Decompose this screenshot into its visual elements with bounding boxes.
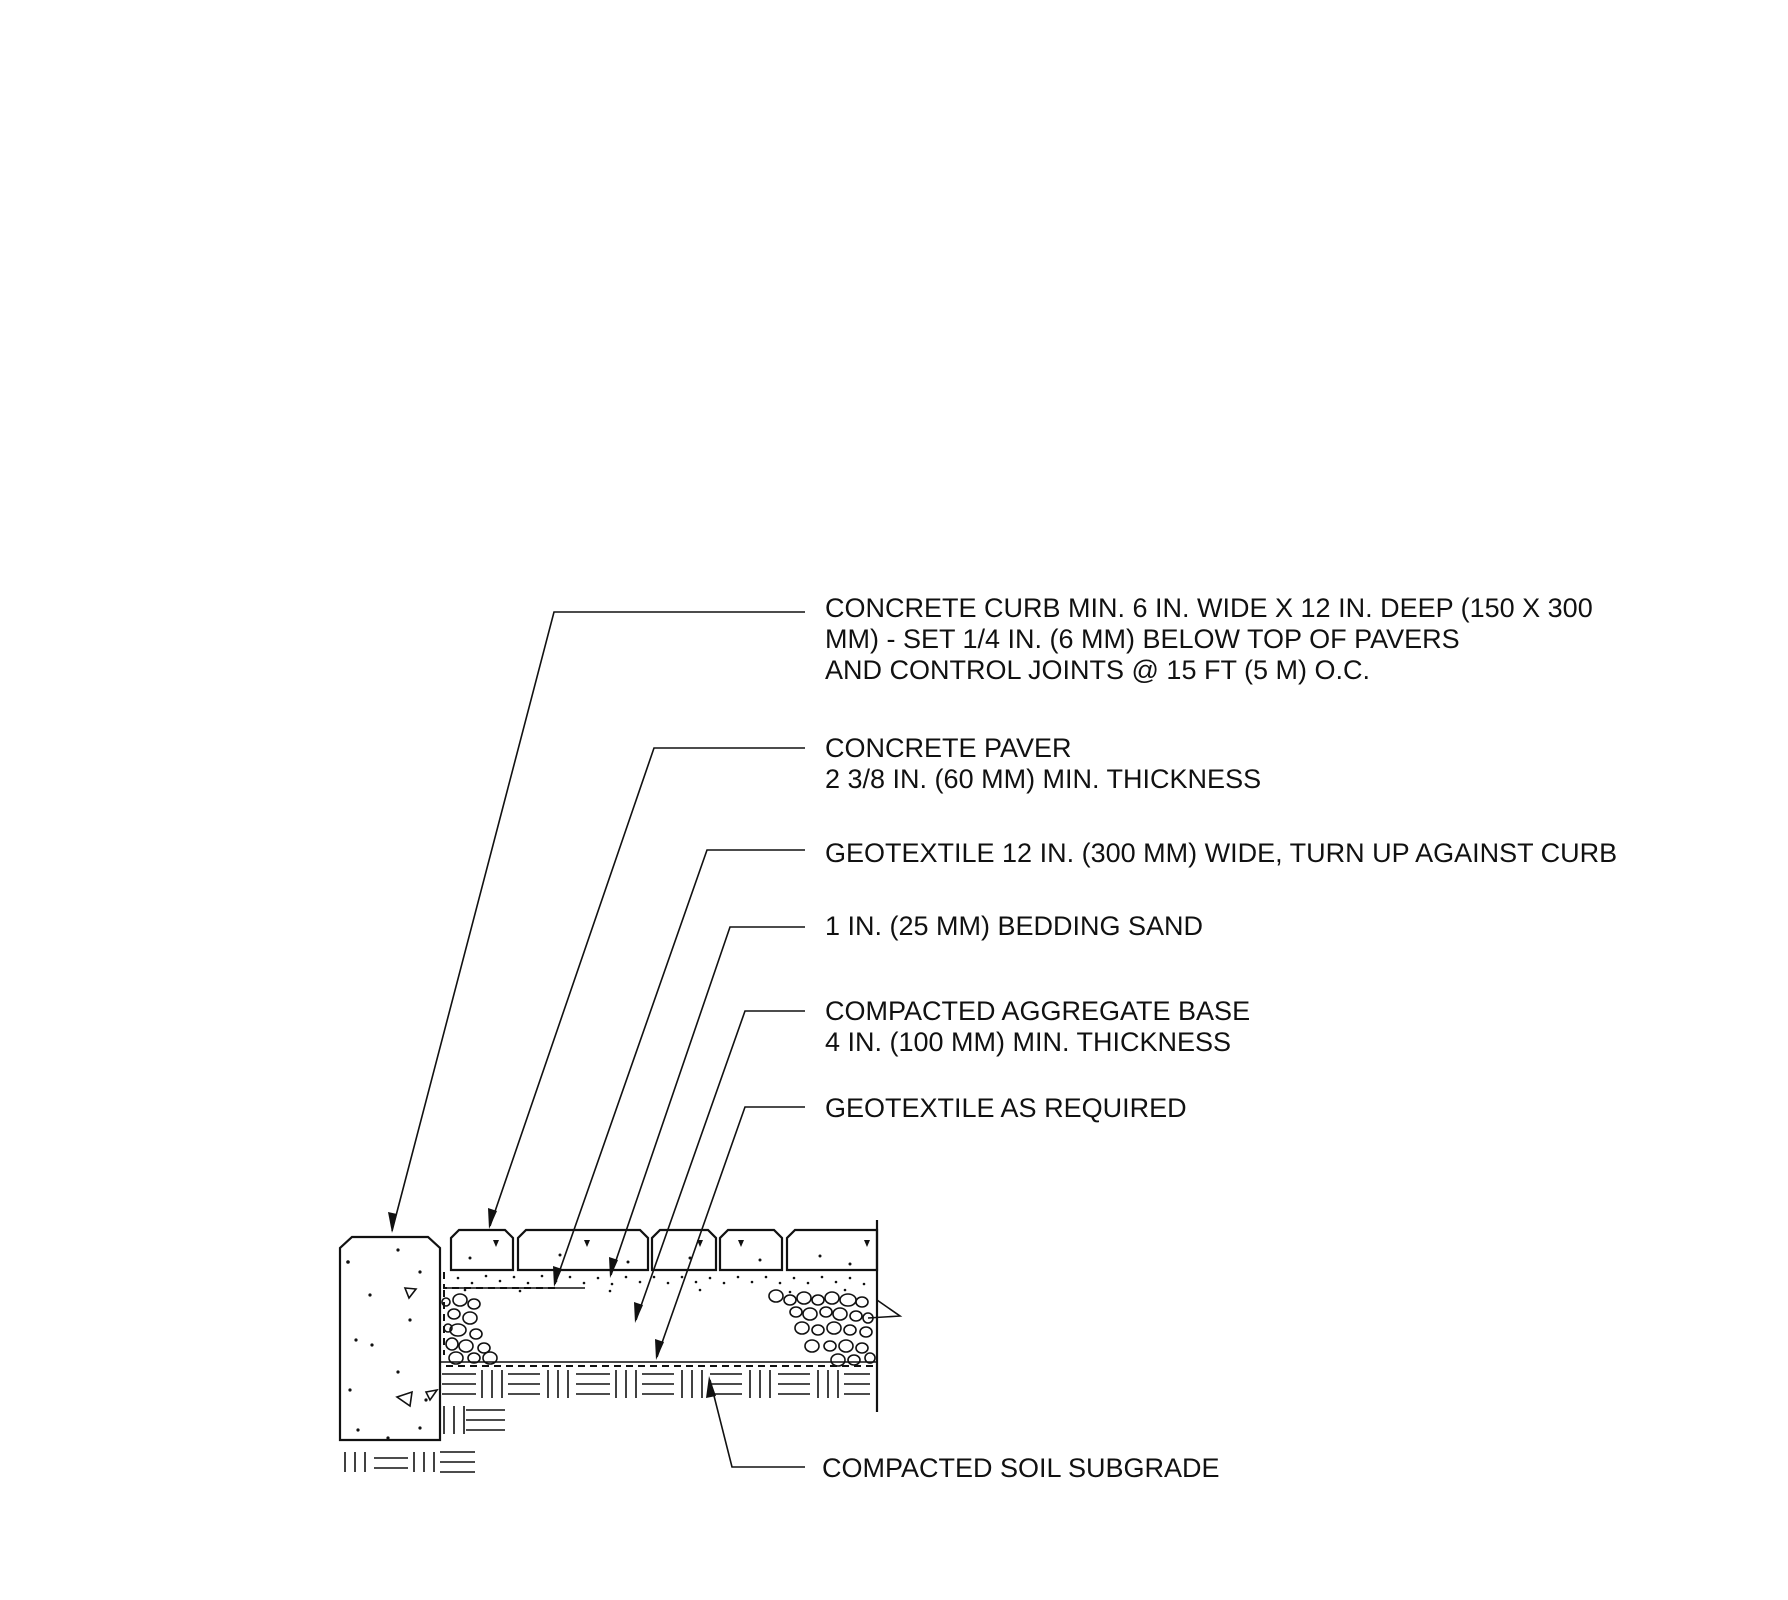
- callout-aggregate-base-line-1: COMPACTED AGGREGATE BASE: [825, 996, 1251, 1026]
- sand-stipple: [457, 1275, 866, 1294]
- callout-paver: [825, 733, 1261, 794]
- leader-curb: [392, 612, 805, 1231]
- soil-hatch-horizontal: [374, 1374, 870, 1472]
- callout-curb-line-1: CONCRETE CURB MIN. 6 IN. WIDE X 12 IN. DEEP (150 X 300: [825, 593, 1593, 623]
- curb-hatch: [346, 1248, 427, 1439]
- arrowhead-paver: [488, 1208, 497, 1229]
- callout-curb-line-3: AND CONTROL JOINTS @ 15 FT (5 M) O.C.: [825, 655, 1370, 685]
- callout-aggregate-base-line-2: 4 IN. (100 MM) MIN. THICKNESS: [825, 1027, 1232, 1057]
- concrete-pavers: [451, 1230, 877, 1270]
- callout-geotextile-required: [825, 1093, 1187, 1123]
- arrowhead-bedding-sand: [609, 1257, 618, 1278]
- curb-aggregate-triangle-1: [405, 1288, 416, 1298]
- curb-aggregate-triangle-3: [426, 1390, 437, 1400]
- leader-geotextile-curb: [555, 850, 805, 1284]
- callout-aggregate-base: [825, 996, 1250, 1057]
- callout-bedding-sand-line-1: 1 IN. (25 MM) BEDDING SAND: [825, 911, 1204, 941]
- callout-soil-subgrade: [822, 1453, 1220, 1483]
- leader-aggregate-base: [636, 1011, 805, 1320]
- callout-geotextile-curb: [825, 838, 1617, 868]
- paver-5: [787, 1230, 877, 1270]
- leader-geotextile-required: [657, 1107, 805, 1357]
- bedding-sand-layer: [444, 1275, 865, 1294]
- leader-bedding-sand: [611, 927, 805, 1275]
- callout-curb: [825, 593, 1593, 685]
- soil-hatch-vertical: [345, 1370, 838, 1472]
- aggregate-left-pile: [442, 1294, 497, 1364]
- callout-paver-line-2: 2 3/8 IN. (60 MM) MIN. THICKNESS: [825, 764, 1262, 794]
- leader-soil-subgrade: [710, 1380, 805, 1467]
- concrete-curb: [340, 1237, 440, 1440]
- soil-subgrade-hatch: [345, 1370, 870, 1472]
- paver-2: [518, 1230, 648, 1270]
- geotextile-bottom: [440, 1362, 877, 1366]
- curb-outline: [340, 1237, 440, 1440]
- callout-bedding-sand: [825, 911, 1203, 941]
- arrowhead-geotextile-required: [655, 1339, 664, 1360]
- callout-geotextile-required-line-1: GEOTEXTILE AS REQUIRED: [825, 1093, 1187, 1123]
- leader-paver: [490, 748, 805, 1226]
- paver-marks: [469, 1240, 871, 1266]
- paver-1: [451, 1230, 513, 1270]
- paver-3: [652, 1230, 716, 1270]
- curb-aggregate-triangle-2: [397, 1392, 412, 1406]
- arrowhead-aggregate-base: [634, 1302, 643, 1323]
- aggregate-right-pile: [769, 1290, 875, 1366]
- callout-paver-line-1: CONCRETE PAVER: [825, 733, 1072, 763]
- arrowhead-curb: [388, 1212, 397, 1233]
- paver-4: [720, 1230, 782, 1270]
- callout-soil-subgrade-line-1: COMPACTED SOIL SUBGRADE: [822, 1453, 1220, 1483]
- callout-geotextile-curb-line-1: GEOTEXTILE 12 IN. (300 MM) WIDE, TURN UP AGAINST CURB: [825, 838, 1618, 868]
- callout-curb-line-2: MM) - SET 1/4 IN. (6 MM) BELOW TOP OF PAVERS: [825, 624, 1460, 654]
